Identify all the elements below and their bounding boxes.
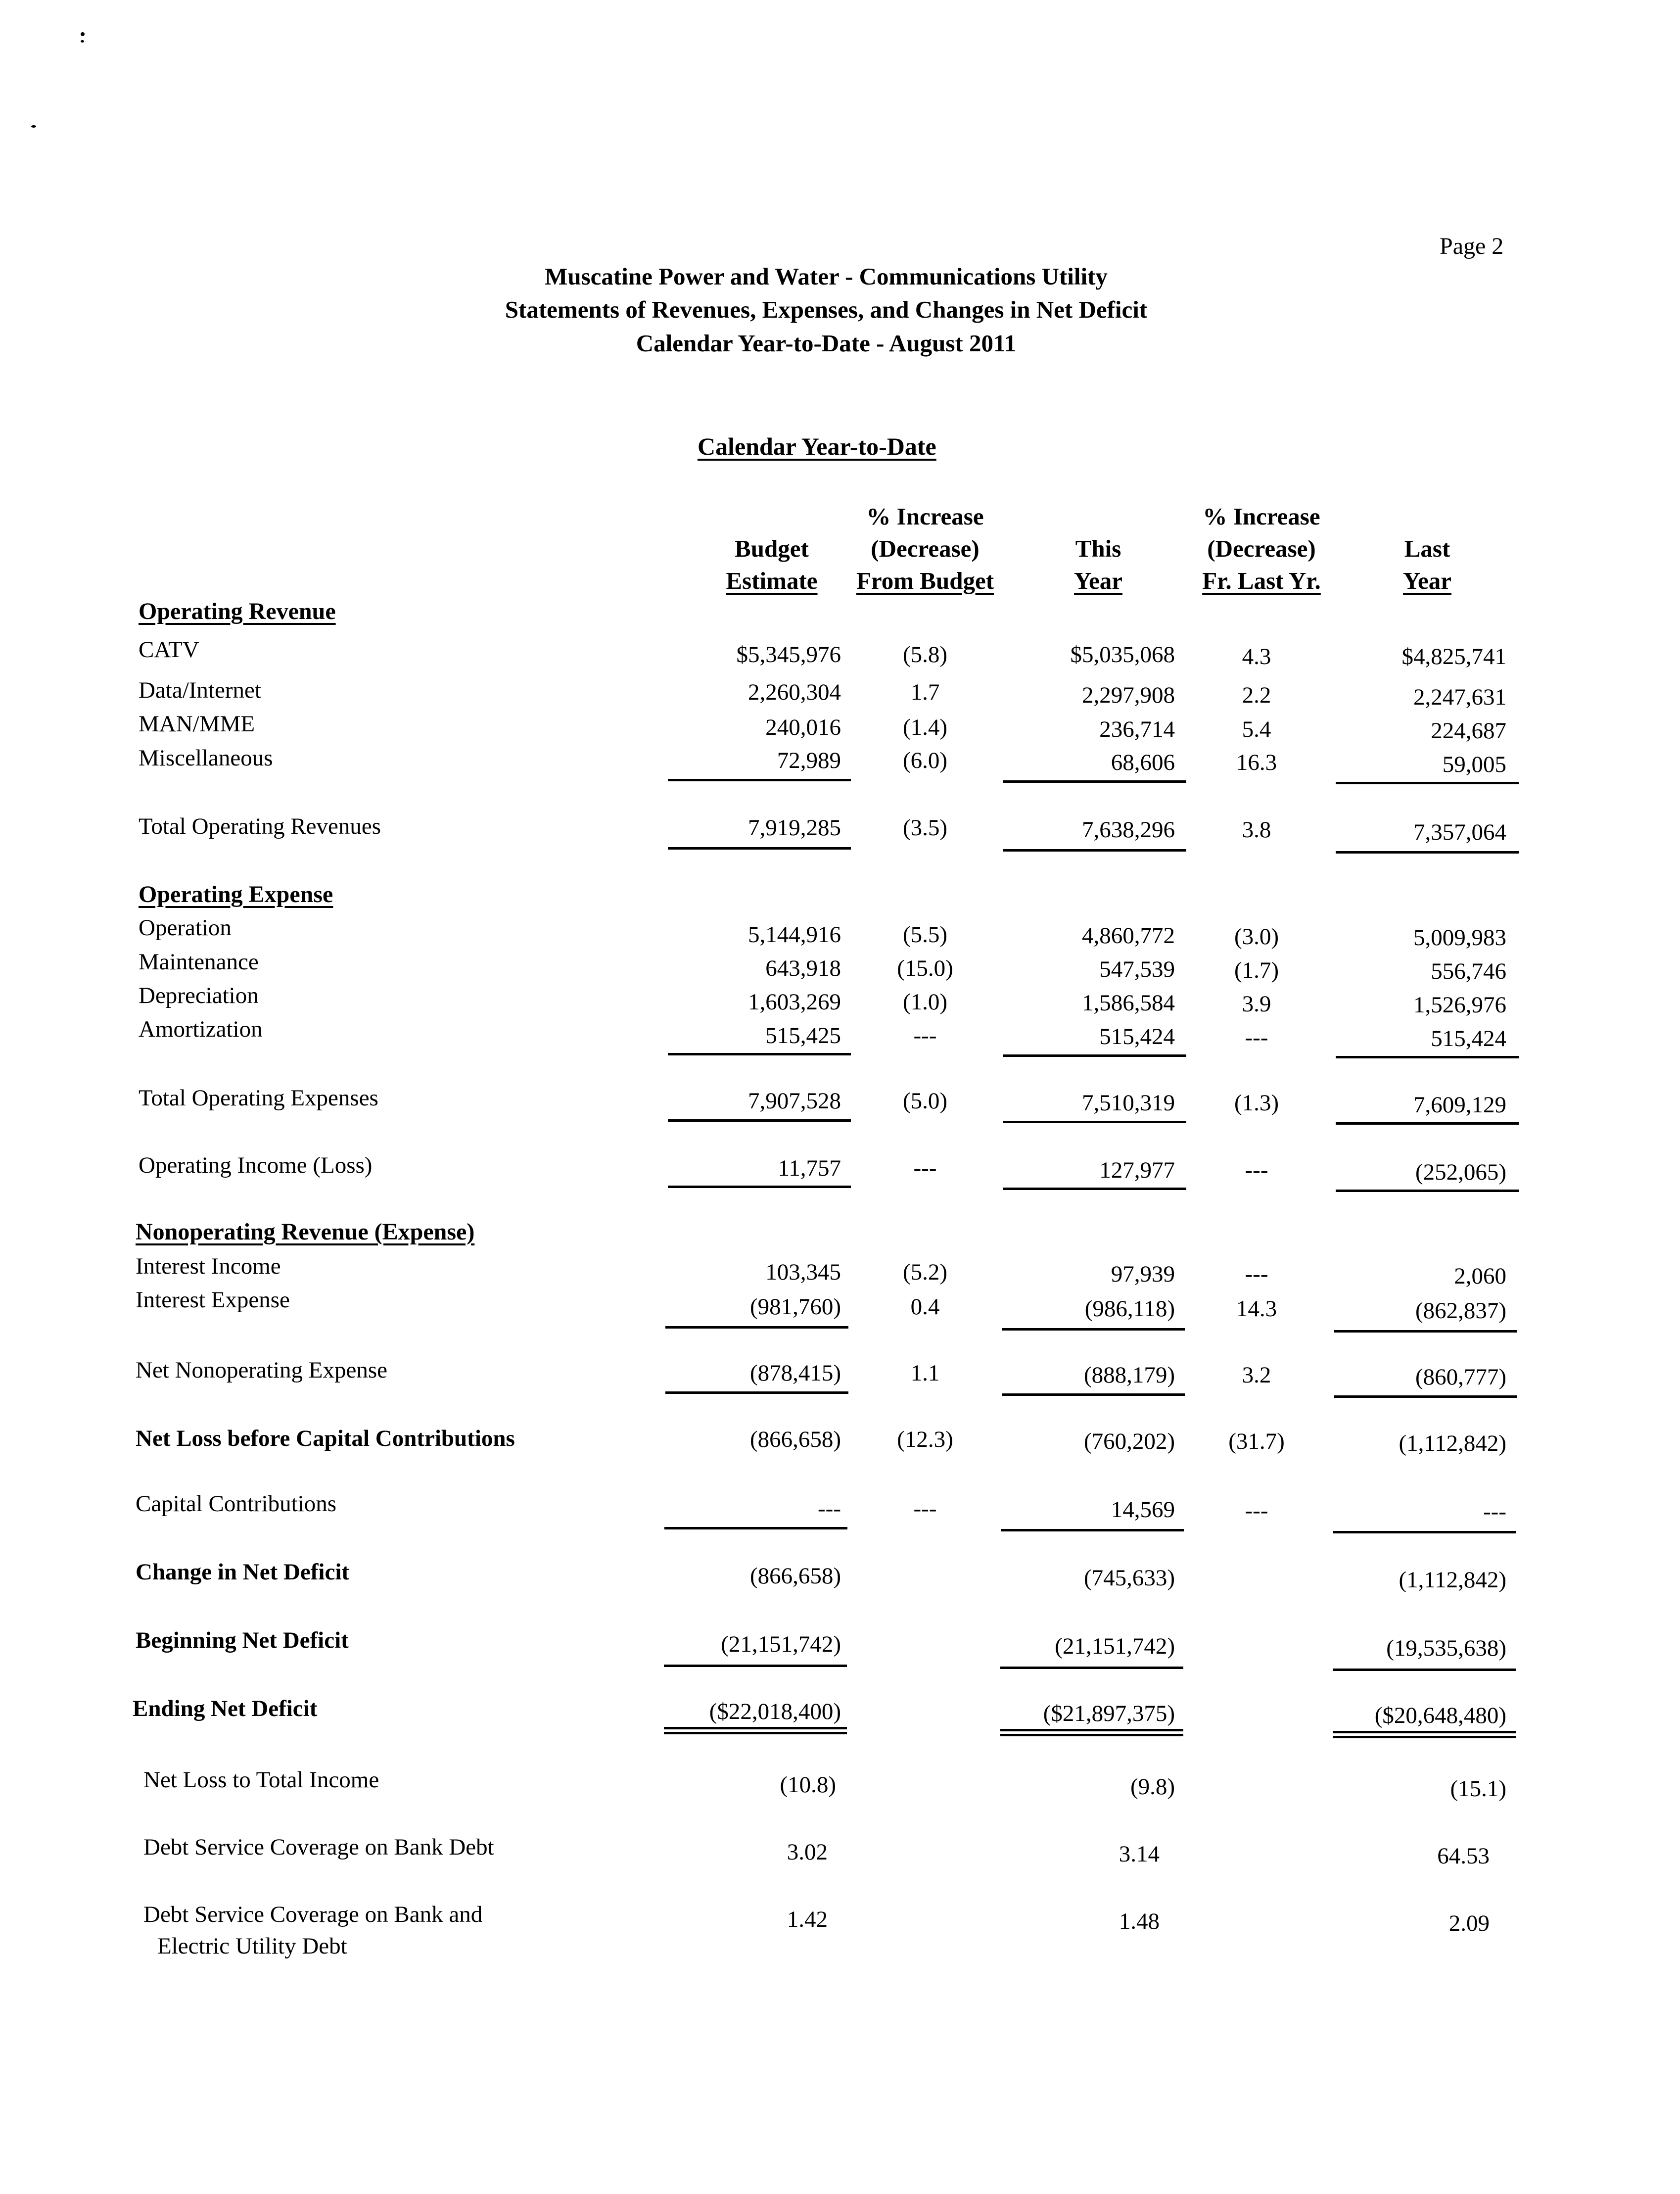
subtotal-rule (665, 1326, 848, 1329)
cell-budget: 72,989 (777, 748, 841, 773)
cell-budget: 7,907,528 (748, 1088, 841, 1114)
row-label: Amortization (139, 1016, 263, 1042)
cell-pct-budget: (5.2) (902, 1259, 948, 1285)
row-label: Total Operating Revenues (139, 813, 381, 839)
cell-pct-last: 3.8 (1242, 817, 1271, 843)
subtotal-rule (668, 1053, 851, 1055)
scan-speck (31, 125, 36, 128)
cell-last-year: 2,060 (1454, 1263, 1506, 1289)
cell-pct-last: 16.3 (1236, 750, 1277, 775)
cell-this-year: 7,510,319 (1082, 1090, 1175, 1116)
cell-budget: ($22,018,400) (709, 1699, 841, 1724)
cell-pct-budget: 0.4 (910, 1294, 940, 1320)
cell-this-year: (986,118) (1084, 1296, 1175, 1322)
col-pct-last-line1: % Increase (1203, 503, 1320, 530)
cell-pct-budget: (15.0) (897, 955, 953, 981)
cell-this-year: 7,638,296 (1082, 817, 1175, 843)
col-this-year-line3: Year (1074, 567, 1122, 594)
scan-speck (81, 32, 85, 36)
cell-last-year: (1,112,842) (1399, 1431, 1506, 1456)
cell-pct-budget: 1.1 (910, 1360, 940, 1386)
cell-budget: 5,144,916 (748, 922, 841, 948)
cell-this-year: $5,035,068 (1070, 642, 1175, 668)
section-operating-expense: Operating Expense (139, 881, 333, 907)
cell-this-year: 515,424 (1099, 1024, 1175, 1049)
cell-this-year: 236,714 (1099, 716, 1175, 742)
row-label: Operating Income (Loss) (139, 1152, 373, 1178)
cell-last-year: 556,746 (1431, 958, 1506, 984)
cell-pct-last: (1.7) (1234, 957, 1279, 983)
subtotal-rule (668, 779, 851, 781)
scan-speck (81, 40, 84, 43)
cell-budget: 103,345 (765, 1259, 841, 1285)
cell-last-year: --- (1483, 1499, 1506, 1525)
row-label: Beginning Net Deficit (136, 1627, 349, 1653)
cell-this-year: 2,297,908 (1082, 682, 1175, 708)
row-label: Miscellaneous (139, 745, 273, 771)
total-rule (668, 1119, 851, 1122)
cell-pct-budget: --- (913, 1023, 937, 1049)
subtotal-rule (1333, 1669, 1516, 1671)
cell-last-year: 7,357,064 (1413, 819, 1506, 845)
row-label: Interest Expense (136, 1287, 290, 1313)
row-label: CATV (139, 637, 199, 663)
cell-pct-budget: --- (913, 1155, 937, 1181)
cell-last-year: 5,009,983 (1413, 925, 1506, 951)
cell-pct-budget: (1.4) (902, 715, 948, 740)
col-budget-line2: Budget (735, 535, 809, 562)
cell-pct-budget: (1.0) (902, 989, 948, 1015)
cell-last-year: (15.1) (1450, 1776, 1506, 1802)
cell-budget: 1.42 (787, 1907, 828, 1932)
cell-pct-last: (31.7) (1228, 1429, 1285, 1454)
row-label: Net Loss before Capital Contributions (136, 1426, 515, 1451)
cell-budget: (878,415) (749, 1360, 841, 1386)
cell-pct-last: --- (1245, 1498, 1268, 1524)
cell-last-year: 59,005 (1442, 752, 1506, 777)
cell-budget: 7,919,285 (748, 815, 841, 841)
cell-this-year: 4,860,772 (1082, 923, 1175, 949)
cell-pct-last: 4.3 (1242, 644, 1271, 669)
cell-budget: --- (818, 1496, 841, 1522)
double-rule-top (664, 1727, 847, 1729)
cell-last-year: (1,112,842) (1399, 1567, 1506, 1593)
cell-pct-budget: (5.5) (902, 922, 948, 948)
cell-this-year: 14,569 (1111, 1497, 1175, 1523)
cell-this-year: (745,633) (1083, 1565, 1175, 1591)
cell-pct-budget: (12.3) (897, 1427, 953, 1452)
subtotal-rule (664, 1527, 847, 1529)
col-pct-last-line2: (Decrease) (1207, 535, 1316, 562)
cell-budget: 11,757 (778, 1155, 841, 1181)
cell-this-year: ($21,897,375) (1043, 1701, 1175, 1726)
col-pct-last-line3: Fr. Last Yr. (1202, 567, 1321, 594)
cell-budget: (866,658) (749, 1427, 841, 1452)
cell-pct-last: --- (1245, 1261, 1268, 1287)
row-label: Ending Net Deficit (133, 1696, 318, 1721)
cell-last-year: 515,424 (1431, 1026, 1506, 1051)
cell-last-year: 64.53 (1437, 1843, 1490, 1869)
cell-budget: 3.02 (787, 1839, 828, 1865)
cell-this-year: 68,606 (1111, 750, 1175, 775)
total-rule (1336, 851, 1519, 854)
row-label: Debt Service Coverage on Bank and (143, 1902, 483, 1927)
report-title-entity: Muscatine Power and Water - Communications Utility (545, 263, 1108, 290)
subtotal-rule (664, 1665, 847, 1667)
cell-this-year: 3.14 (1119, 1841, 1160, 1867)
cell-pct-budget: (5.8) (902, 642, 948, 668)
cell-pct-last: 5.4 (1242, 716, 1271, 742)
subtotal-rule (1002, 1328, 1185, 1331)
col-budget-line3: Estimate (726, 567, 818, 594)
column-group-label: Calendar Year-to-Date (698, 432, 936, 460)
row-label: Operation (139, 915, 232, 941)
cell-last-year: 2,247,631 (1413, 684, 1506, 710)
cell-last-year: (862,837) (1415, 1298, 1506, 1324)
cell-budget: 240,016 (765, 715, 841, 740)
col-pct-budget-line3: From Budget (856, 567, 994, 594)
cell-this-year: 1.48 (1119, 1908, 1160, 1934)
report-title-period: Calendar Year-to-Date - August 2011 (636, 330, 1017, 357)
total-rule (1334, 1395, 1517, 1398)
total-rule (1336, 1190, 1519, 1192)
subtotal-rule (1000, 1667, 1183, 1669)
subtotal-rule (1336, 782, 1519, 784)
cell-this-year: 1,586,584 (1082, 990, 1175, 1016)
row-label: Interest Income (136, 1253, 281, 1279)
col-last-year-line3: Year (1403, 567, 1451, 594)
cell-last-year: 2.09 (1448, 1910, 1490, 1936)
col-this-year-line2: This (1075, 535, 1121, 562)
total-rule (1003, 1121, 1186, 1123)
col-pct-budget-line1: % Increase (866, 503, 984, 530)
cell-this-year: (21,151,742) (1055, 1633, 1175, 1659)
double-rule-bottom (664, 1732, 847, 1734)
cell-pct-budget: (3.5) (902, 815, 948, 841)
cell-last-year: 224,687 (1431, 718, 1506, 744)
subtotal-rule (1336, 1056, 1519, 1058)
total-rule (1003, 1188, 1186, 1190)
cell-pct-last: 14.3 (1236, 1296, 1277, 1322)
cell-budget: 2,260,304 (748, 679, 841, 705)
cell-budget: (866,658) (749, 1563, 841, 1589)
cell-budget: 643,918 (765, 955, 841, 981)
cell-last-year: (19,535,638) (1386, 1635, 1506, 1661)
row-label: Maintenance (139, 949, 259, 975)
cell-last-year: 7,609,129 (1413, 1092, 1506, 1118)
cell-budget: 1,603,269 (748, 989, 841, 1015)
subtotal-rule (1334, 1330, 1517, 1333)
col-last-year-line2: Last (1404, 535, 1450, 562)
cell-last-year: (860,777) (1415, 1364, 1506, 1390)
cell-last-year: (252,065) (1415, 1159, 1506, 1185)
cell-pct-budget: (5.0) (902, 1088, 948, 1114)
cell-last-year: ($20,648,480) (1374, 1703, 1506, 1728)
row-label: MAN/MME (139, 711, 255, 737)
row-label: Depreciation (139, 983, 259, 1008)
section-nonoperating: Nonoperating Revenue (Expense) (136, 1219, 475, 1245)
cell-budget: (10.8) (780, 1772, 836, 1798)
cell-pct-last: 3.2 (1242, 1362, 1271, 1388)
cell-budget: $5,345,976 (736, 642, 841, 668)
col-pct-budget-line2: (Decrease) (871, 535, 980, 562)
cell-this-year: (760,202) (1083, 1429, 1175, 1454)
cell-pct-last: 2.2 (1242, 682, 1271, 708)
report-title-statement: Statements of Revenues, Expenses, and Changes in Net Deficit (505, 296, 1148, 323)
subtotal-rule (1001, 1529, 1184, 1531)
cell-this-year: 97,939 (1111, 1261, 1175, 1287)
cell-budget: (21,151,742) (721, 1631, 841, 1657)
row-label: Change in Net Deficit (136, 1559, 350, 1585)
cell-pct-budget: --- (913, 1496, 937, 1522)
total-rule (665, 1391, 848, 1394)
cell-pct-last: (1.3) (1234, 1090, 1279, 1116)
row-label: Net Nonoperating Expense (136, 1357, 388, 1383)
total-rule (1003, 849, 1186, 852)
cell-this-year: 127,977 (1099, 1157, 1175, 1183)
double-rule-top (1000, 1729, 1183, 1731)
row-label: Total Operating Expenses (139, 1085, 378, 1111)
row-label-continued: Electric Utility Debt (157, 1933, 347, 1959)
cell-pct-last: --- (1245, 1025, 1268, 1050)
row-label: Net Loss to Total Income (143, 1767, 379, 1793)
total-rule (1002, 1393, 1185, 1396)
cell-this-year: (888,179) (1083, 1362, 1175, 1388)
double-rule-bottom (1000, 1734, 1183, 1736)
cell-this-year: (9.8) (1130, 1774, 1175, 1800)
total-rule (1336, 1122, 1519, 1125)
cell-pct-last: --- (1245, 1157, 1268, 1183)
cell-last-year: $4,825,741 (1401, 644, 1506, 669)
subtotal-rule (1003, 1054, 1186, 1057)
cell-pct-budget: 1.7 (910, 679, 940, 705)
row-label: Capital Contributions (136, 1491, 337, 1517)
cell-pct-last: 3.9 (1242, 991, 1271, 1017)
row-label: Debt Service Coverage on Bank Debt (143, 1834, 494, 1860)
cell-pct-budget: (6.0) (902, 748, 948, 773)
subtotal-rule (1333, 1531, 1516, 1533)
cell-budget: 515,425 (765, 1023, 841, 1049)
subtotal-rule (1003, 780, 1186, 783)
double-rule-bottom (1333, 1736, 1516, 1738)
row-label: Data/Internet (139, 677, 261, 703)
cell-pct-last: (3.0) (1234, 924, 1279, 950)
cell-this-year: 547,539 (1099, 956, 1175, 982)
total-rule (668, 847, 851, 850)
double-rule-top (1333, 1731, 1516, 1733)
section-operating-revenue: Operating Revenue (139, 598, 336, 624)
cell-budget: (981,760) (749, 1294, 841, 1320)
cell-last-year: 1,526,976 (1413, 992, 1506, 1018)
page-number: Page 2 (1440, 233, 1504, 259)
total-rule (668, 1186, 851, 1188)
